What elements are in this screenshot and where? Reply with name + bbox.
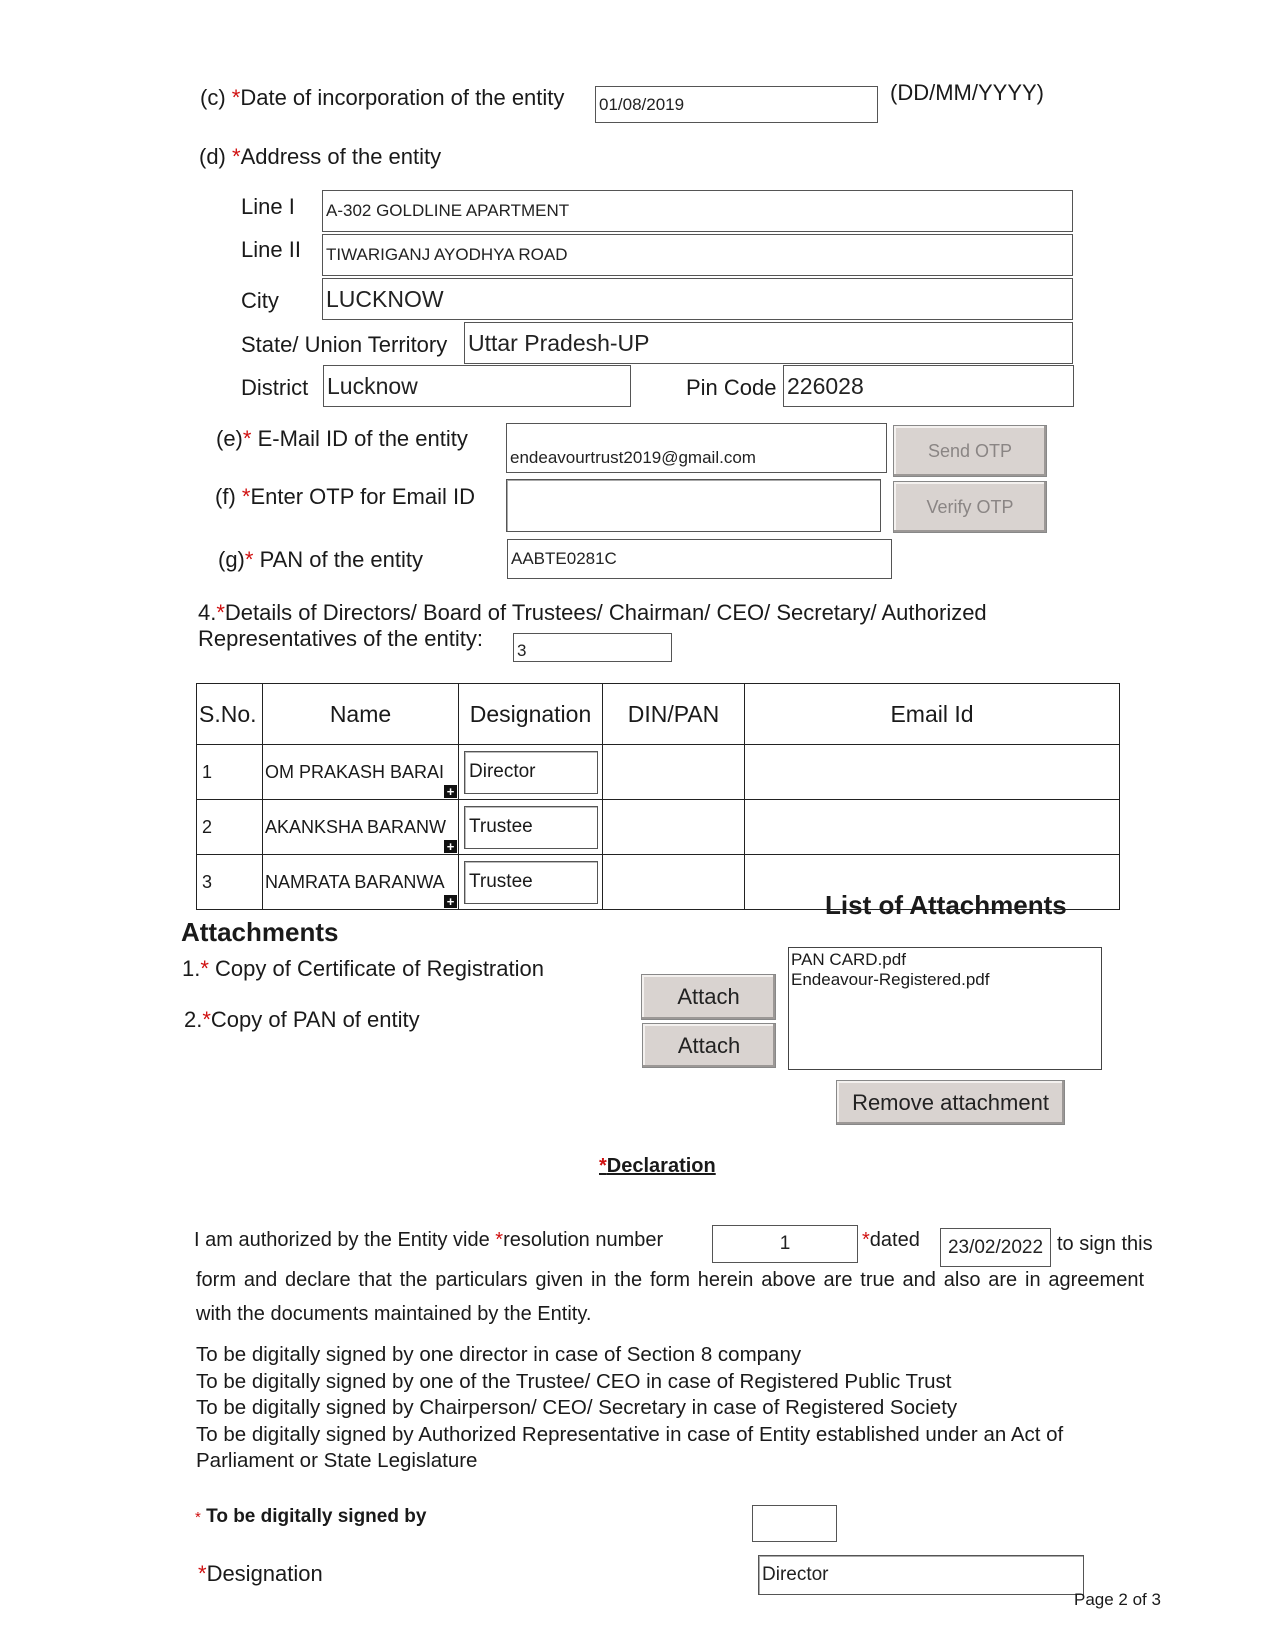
otp-label-text: Enter OTP for Email ID [250, 484, 475, 509]
list-of-attachments-title: List of Attachments [825, 890, 1067, 920]
directors-heading-line1: Details of Directors/ Board of Trustees/ Chairman/ CEO/ Secretary/ Authorized [224, 600, 987, 625]
name-value: NAMRATA BARANWA [265, 871, 445, 892]
state-label: State/ Union Territory [241, 332, 448, 357]
pan-input[interactable]: AABTE0281C [507, 539, 892, 579]
attachment-item-2-text: Copy of PAN of entity [210, 1007, 420, 1032]
required-star: * [862, 1229, 870, 1251]
din-pan-cell[interactable] [603, 745, 745, 800]
name-cell[interactable] [263, 800, 459, 855]
signed-by-input[interactable] [752, 1505, 837, 1542]
table-row [197, 745, 1120, 800]
district-label: District [241, 375, 309, 400]
attachment-item-1-text: Copy of Certificate of Registration [208, 956, 544, 981]
designation-input[interactable]: Trustee [464, 806, 598, 849]
verify-otp-button[interactable]: Verify OTP [893, 481, 1047, 533]
name-value: OM PRAKASH BARAI [265, 761, 445, 782]
column-header: Name [263, 684, 459, 745]
din-pan-cell[interactable] [603, 855, 745, 910]
column-header: DIN/PAN [603, 684, 745, 745]
table-row [197, 800, 1120, 855]
signing-rule: To be digitally signed by one director in case of Section 8 company [196, 1343, 802, 1366]
required-star: * [216, 600, 225, 625]
designation-label-text: Designation [206, 1561, 323, 1586]
email-cell[interactable] [745, 745, 1120, 800]
attachment-item-2-prefix: 2. [184, 1007, 203, 1032]
incorporation-label-prefix: (c) [200, 85, 232, 110]
city-input[interactable]: LUCKNOW [322, 278, 1073, 320]
required-star: * [244, 547, 254, 572]
expand-plus-icon[interactable]: + [444, 840, 457, 853]
required-star: * [599, 1155, 607, 1177]
designation-input[interactable]: Director [464, 751, 598, 794]
required-star: * [232, 144, 241, 169]
declaration-text-c: dated [869, 1229, 920, 1251]
required-star: * [241, 484, 251, 509]
designation-cell [459, 855, 603, 910]
city-label: City [241, 288, 279, 313]
attachment-file-item[interactable]: Endeavour-Registered.pdf [791, 970, 990, 989]
pin-code-input[interactable]: 226028 [783, 365, 1074, 407]
attachments-title: Attachments [181, 917, 339, 947]
send-otp-button[interactable]: Send OTP [893, 425, 1047, 477]
address-label-text: Address of the entity [240, 144, 442, 169]
required-star: * [231, 85, 241, 110]
designation-cell [459, 800, 603, 855]
attach-pan-button[interactable]: Attach [642, 1023, 776, 1068]
otp-label [215, 484, 475, 510]
required-star: * [200, 956, 209, 981]
email-input[interactable]: endeavourtrust2019@gmail.com [506, 423, 887, 473]
date-format-hint: (DD/MM/YYYY) [890, 80, 1044, 105]
resolution-number-input[interactable]: 1 [712, 1225, 858, 1263]
email-label-prefix: (e) [216, 426, 243, 451]
required-star: * [495, 1229, 504, 1251]
sno-cell: 3 [197, 855, 263, 910]
attach-certificate-button[interactable]: Attach [641, 974, 776, 1020]
resolution-date-input[interactable]: 23/02/2022 [940, 1228, 1051, 1267]
signing-rule: To be digitally signed by Chairperson/ CEO/ Secretary in case of Registered Society [196, 1396, 958, 1419]
attachments-listbox[interactable] [788, 947, 1102, 1070]
table-header-row [197, 684, 1120, 745]
name-cell[interactable] [263, 855, 459, 910]
declaration-continuation: form and declare that the particulars given in the form herein above are true and also are in agreement with the documents maintained by the Entity. [196, 1269, 1144, 1325]
incorporation-label [200, 85, 564, 111]
email-label-text: E-Mail ID of the entity [251, 426, 468, 451]
required-star: * [202, 1007, 211, 1032]
remove-attachment-button[interactable]: Remove attachment [836, 1080, 1065, 1125]
pan-label-prefix: (g) [218, 547, 245, 572]
otp-label-prefix: (f) [215, 484, 242, 509]
otp-input[interactable] [506, 479, 881, 532]
pan-label-text: PAN of the entity [253, 547, 424, 572]
expand-plus-icon[interactable]: + [444, 895, 457, 908]
directors-heading-prefix: 4. [198, 600, 217, 625]
name-cell[interactable] [263, 745, 459, 800]
attachment-item-1 [182, 956, 544, 982]
din-pan-cell[interactable] [603, 800, 745, 855]
line1-label: Line I [241, 194, 295, 219]
signed-by-label-text: To be digitally signed by [200, 1506, 427, 1527]
pin-code-label: Pin Code [686, 375, 777, 400]
attachment-file-item[interactable]: PAN CARD.pdf [791, 950, 906, 969]
declaration-title-text: Declaration [606, 1155, 716, 1177]
name-value: AKANKSHA BARANW [265, 816, 447, 837]
signing-rule: To be digitally signed by Authorized Representative in case of Entity established under an Act of Parliament or State Legislature [196, 1422, 1064, 1472]
address-line2-input[interactable]: TIWARIGANJ AYODHYA ROAD [322, 234, 1073, 276]
required-star: * [198, 1561, 207, 1586]
designation-input[interactable]: Director [758, 1555, 1084, 1595]
declaration-text-a: I am authorized by the Entity vide [194, 1229, 496, 1251]
declaration-title [599, 1155, 716, 1178]
signing-rule: To be digitally signed by one of the Trustee/ CEO in case of Registered Public Trust [196, 1369, 952, 1393]
attachment-item-2 [184, 1007, 420, 1033]
email-cell[interactable] [745, 800, 1120, 855]
directors-table [196, 683, 1120, 910]
district-input[interactable]: Lucknow [323, 365, 631, 407]
designation-label [198, 1561, 323, 1587]
required-star: * [195, 1509, 201, 1526]
page-number: Page 2 of 3 [1074, 1590, 1161, 1609]
sno-cell: 2 [197, 800, 263, 855]
incorporation-label-text: Date of incorporation of the entity [240, 85, 565, 110]
directors-heading-line2: Representatives of the entity: [198, 626, 483, 651]
column-header: Designation [459, 684, 603, 745]
address-line1-input[interactable]: A-302 GOLDLINE APARTMENT [322, 190, 1073, 232]
dated-label [862, 1229, 920, 1252]
declaration-sentence-start [194, 1229, 663, 1252]
required-star: * [242, 426, 252, 451]
incorporation-date-input[interactable]: 01/08/2019 [595, 86, 878, 123]
signing-rules [196, 1342, 1156, 1475]
designation-cell [459, 745, 603, 800]
address-label [199, 144, 441, 170]
declaration-text-b: resolution number [503, 1229, 664, 1251]
column-header: Email Id [745, 684, 1120, 745]
line2-label: Line II [241, 237, 301, 262]
directors-count-input[interactable]: 3 [513, 633, 672, 662]
pan-label [218, 547, 423, 573]
sno-cell: 1 [197, 745, 263, 800]
address-label-prefix: (d) [199, 144, 232, 169]
email-label [216, 426, 468, 452]
directors-heading [198, 600, 987, 626]
expand-plus-icon[interactable]: + [444, 785, 457, 798]
attachment-item-1-prefix: 1. [182, 956, 201, 981]
designation-input[interactable]: Trustee [464, 861, 598, 904]
declaration-text-d: to sign this [1057, 1233, 1153, 1255]
state-input[interactable]: Uttar Pradesh-UP [464, 322, 1073, 364]
column-header: S.No. [197, 684, 263, 745]
signed-by-label [195, 1506, 426, 1528]
